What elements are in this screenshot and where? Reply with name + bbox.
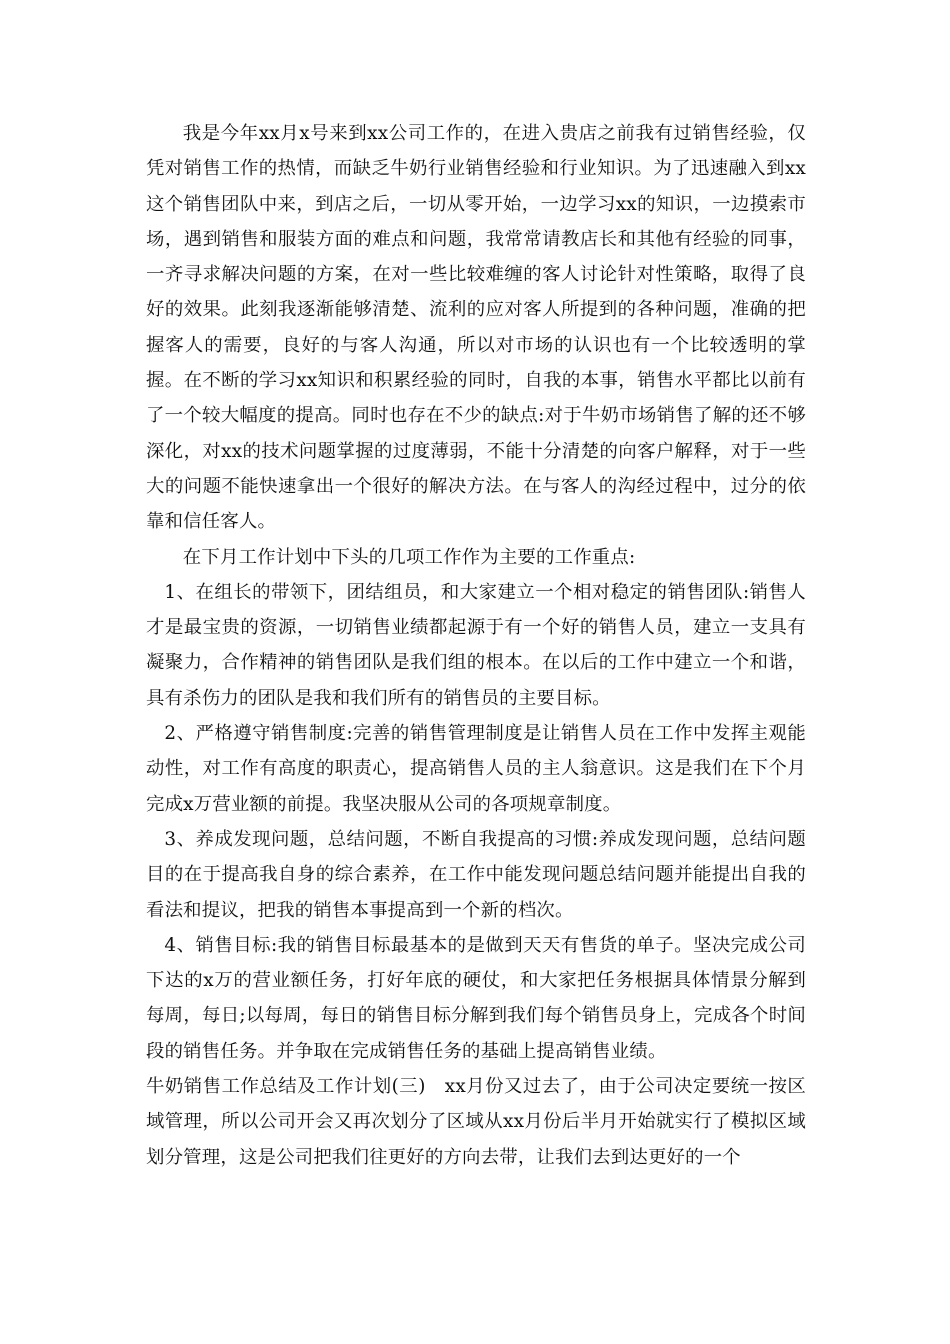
paragraph-item-2: 2、严格遵守销售制度:完善的销售管理制度是让销售人员在工作中发挥主观能动性，对工作有高度的职责心，提高销售人员的主人翁意识。这是我们在下个月完成x万营业额的前提。我坚决服从公司的各项规章制度。 — [146, 723, 806, 815]
paragraph-item-3: 3、养成发现问题，总结问题，不断自我提高的习惯:养成发现问题，总结问题目的在于提高我自身的综合素养，在工作中能发现问题总结问题并能提出自我的看法和提议，把我的销售本事提高到一个新的档次。 — [146, 828, 806, 921]
paragraph-intro: 我是今年xx月x号来到xx公司工作的，在进入贵店之前我有过销售经验，仅凭对销售工作的热情，而缺乏牛奶行业销售经验和行业知识。为了迅速融入到xx这个销售团队中来，到店之后，一切从零开始，一边学习xx的知识，一边摸索市场，遇到销售和服装方面的难点和问题，我常常请教店长和其他有经验的同事，一齐寻求解决问题的方案，在对一些比较难缠的客人讨论针对性策略，取得了良好的效果。此刻我逐渐能够清楚、流利的应对客人所提到的各种问题，准确的把握客人的需要，良好的与客人沟通，所以对市场的认识也有一个比较透明的掌握。在不断的学习xx知识和积累经验的同时，自我的本事，销售水平都比以前有了一个较大幅度的提高。同时也存在不少的缺点:对于牛奶市场销售了解的还不够深化，对xx的技术问题掌握的过度薄弱，不能十分清楚的向客户解释，对于一些大的问题不能快速拿出一个很好的解决方法。在与客人的沟经过程中，过分的依靠和信任客人。 — [146, 123, 806, 533]
paragraph-item-4: 4、销售目标:我的销售目标最基本的是做到天天有售货的单子。坚决完成公司下达的x万的营业额任务，打好年底的硬仗，和大家把任务根据具体情景分解到每周，每日;以每周，每日的销售目标分解到我们每个销售员身上，完成各个时间段的销售任务。并争取在完成销售任务的基础上提高销售业绩。 — [146, 934, 806, 1062]
paragraph-section-three: 牛奶销售工作总结及工作计划(三) xx月份又过去了，由于公司决定要统一按区域管理，所以公司开会又再次划分了区域从xx月份后半月开始就实行了模拟区域划分管理，这是公司把我们往更好的方向去带，让我们去到达更好的一个 — [146, 1076, 806, 1168]
document-body — [146, 116, 806, 1175]
paragraph-plan-heading: 在下月工作计划中下头的几项工作作为主要的工作重点: — [182, 546, 636, 568]
paragraph-item-1: 1、在组长的带领下，团结组员，和大家建立一个相对稳定的销售团队:销售人才是最宝贵的资源，一切销售业绩都起源于有一个好的销售人员，建立一支具有凝聚力，合作精神的销售团队是我们组的根本。在以后的工作中建立一个和谐，具有杀伤力的团队是我和我们所有的销售员的主要目标。 — [146, 581, 806, 709]
